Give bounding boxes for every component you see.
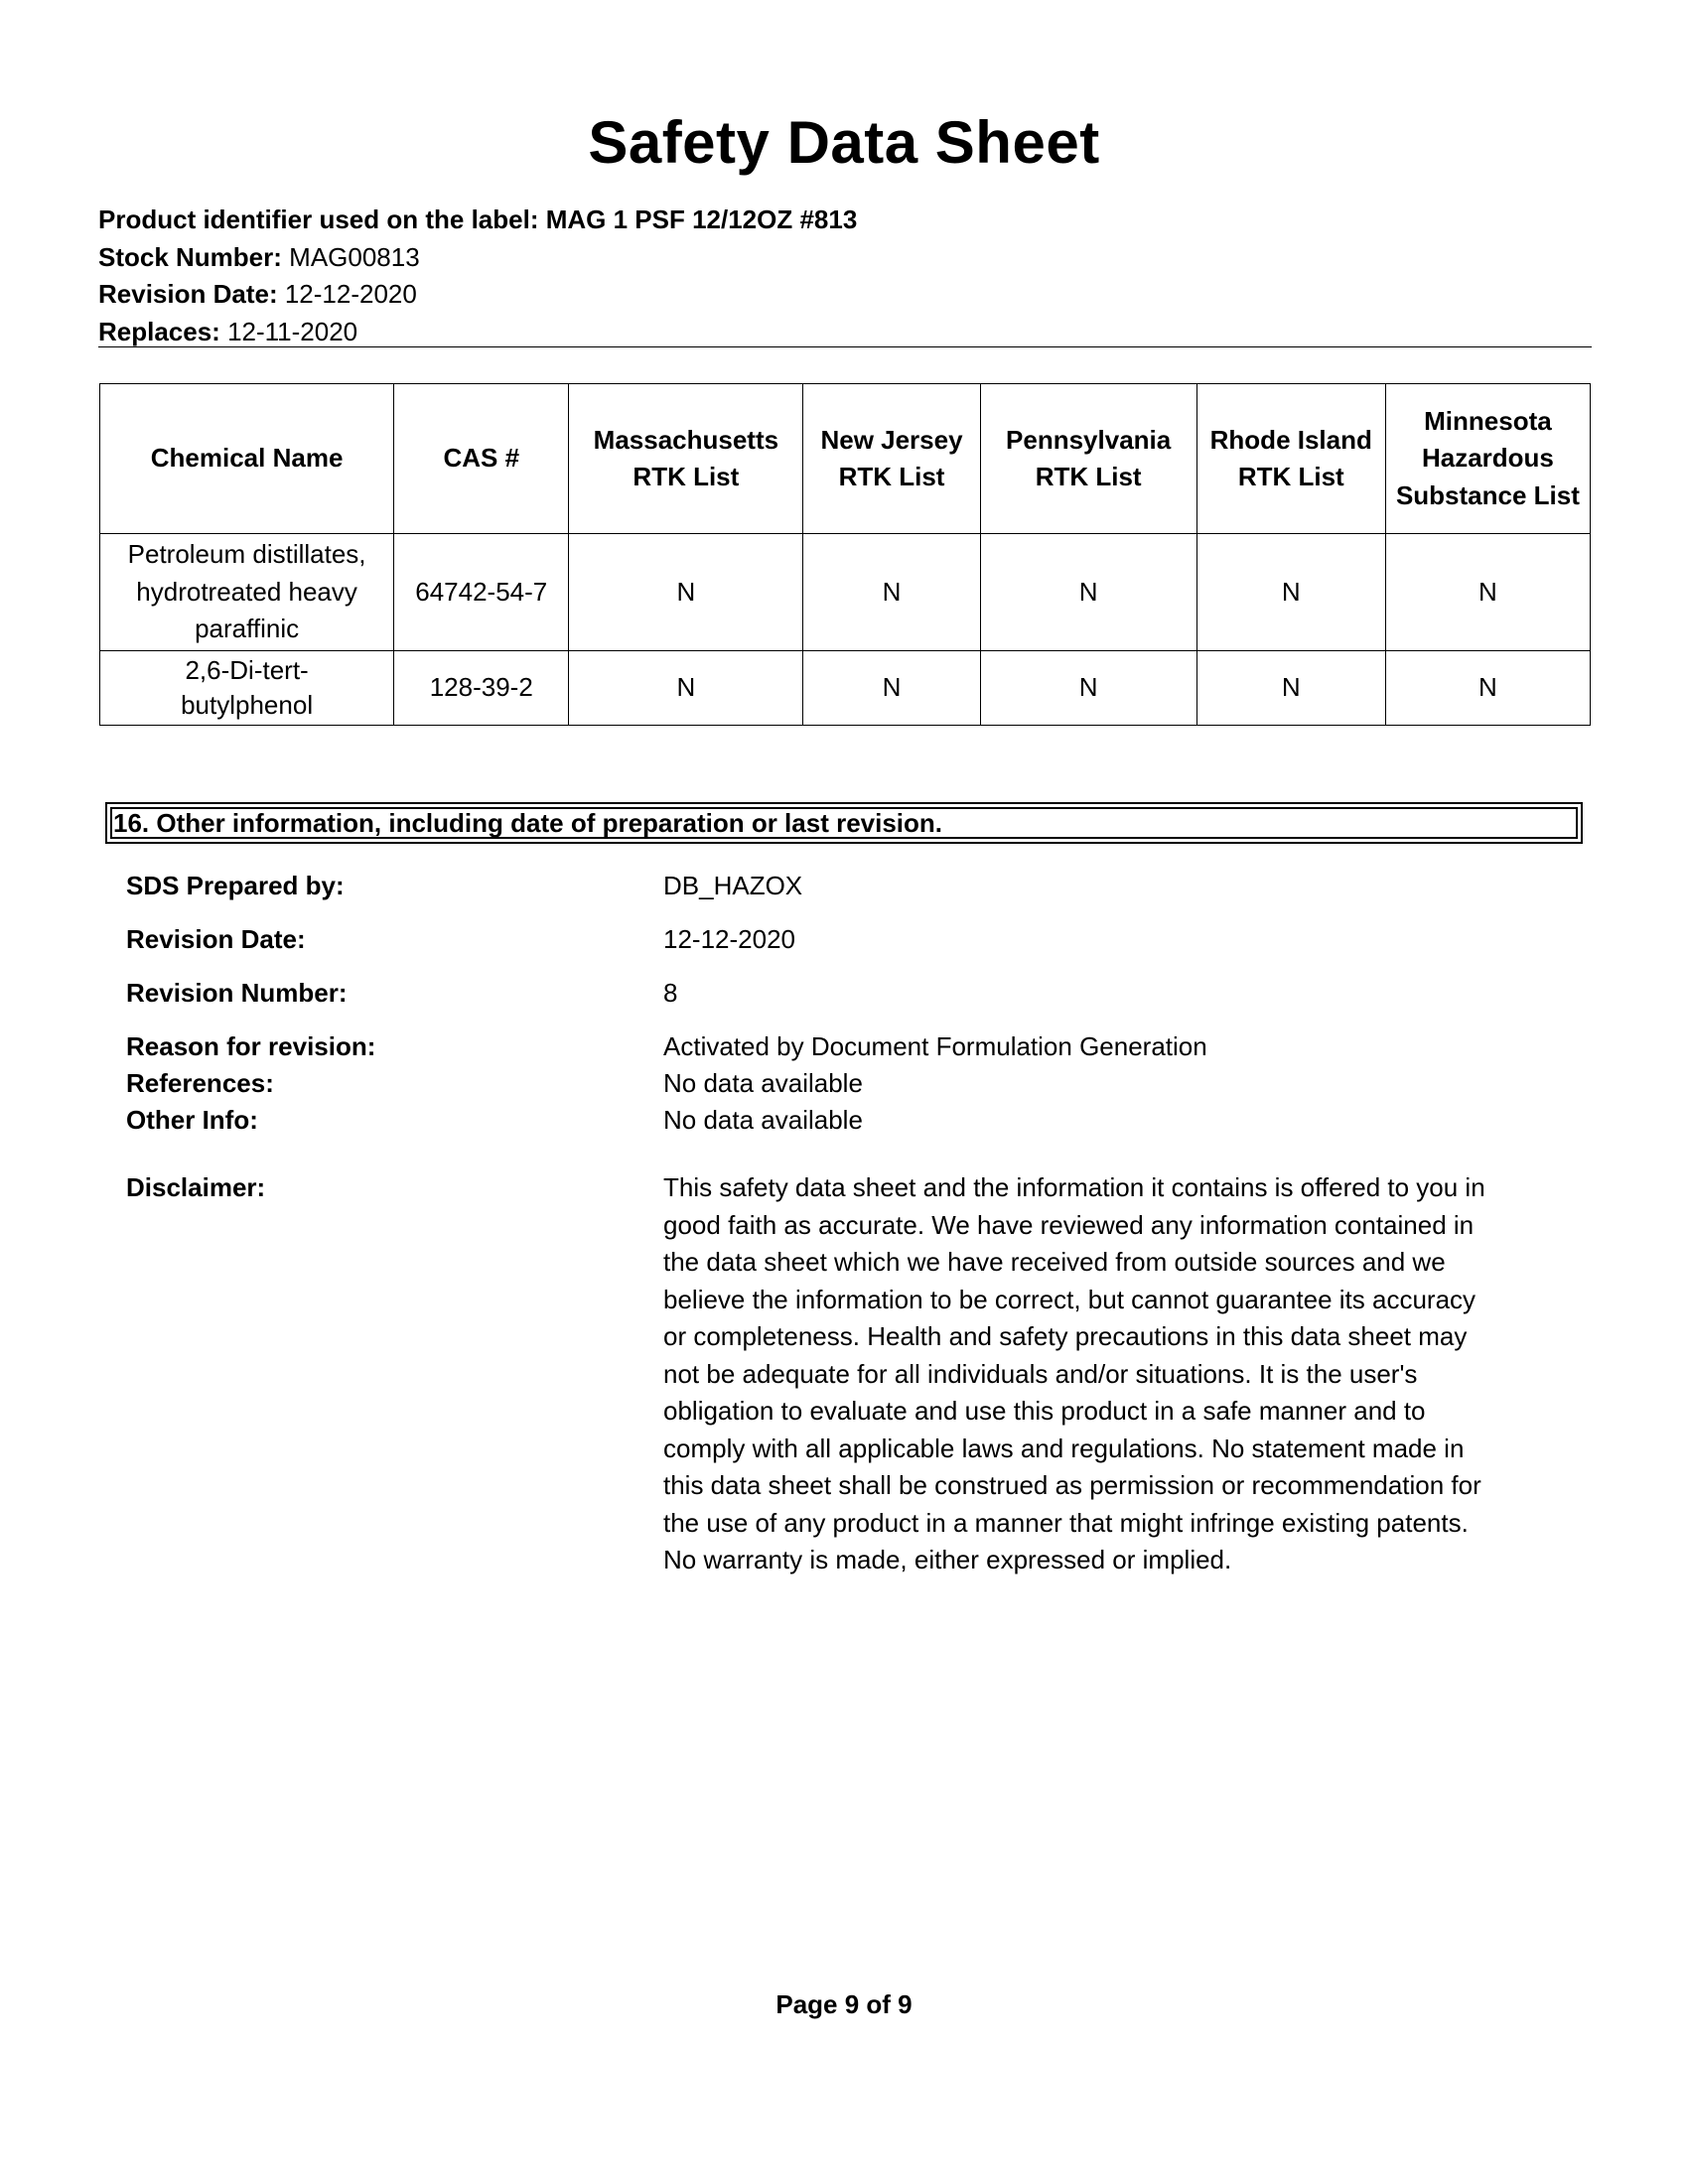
stock-number-value: MAG00813 xyxy=(289,241,420,272)
references-value: No data available xyxy=(663,1068,863,1098)
header-rhode-island: Rhode Island RTK List xyxy=(1196,384,1385,534)
disclaimer-line: this data sheet shall be construed as permission or recommendation for xyxy=(663,1470,1481,1500)
header-minnesota: Minnesota Hazardous Substance List xyxy=(1385,384,1590,534)
revision-number-value: 8 xyxy=(663,978,678,1008)
revision-date-label: Revision Date: xyxy=(98,279,278,309)
cell-chemical-name: Petroleum distillates, hydrotreated heavy paraffinic xyxy=(100,534,394,651)
sds-prepared-by-label: SDS Prepared by: xyxy=(126,871,345,900)
cell-chemical-name: 2,6-Di-tert-butylphenol xyxy=(100,650,394,725)
cell-cas: 128-39-2 xyxy=(394,650,569,725)
page-number: Page 9 of 9 xyxy=(775,1989,913,2019)
revision-number-label: Revision Number: xyxy=(126,978,348,1008)
replaces-value: 12-11-2020 xyxy=(227,316,358,346)
section-16-title: 16. Other information, including date of preparation or last revision. xyxy=(113,808,943,838)
disclaimer-label: Disclaimer: xyxy=(126,1172,266,1202)
cell-minnesota: N xyxy=(1385,650,1590,725)
stock-number-label: Stock Number: xyxy=(98,241,282,272)
revision-date-value: 12-12-2020 xyxy=(284,279,417,309)
disclaimer-text xyxy=(663,1169,1587,1579)
disclaimer-line: or completeness. Health and safety precautions in this data sheet may xyxy=(663,1321,1468,1351)
disclaimer-line: comply with all applicable laws and regulations. No statement made in xyxy=(663,1433,1465,1463)
sds-prepared-by-value: DB_HAZOX xyxy=(663,871,803,900)
header-cas: CAS # xyxy=(394,384,569,534)
disclaimer-line: good faith as accurate. We have reviewed any information contained in xyxy=(663,1209,1475,1240)
other-info-value: No data available xyxy=(663,1105,863,1135)
cell-new-jersey: N xyxy=(803,534,980,651)
cell-massachusetts: N xyxy=(569,534,803,651)
section-16-header xyxy=(105,802,1583,844)
table-row xyxy=(100,650,1591,725)
table-row xyxy=(100,534,1591,651)
cell-rhode-island: N xyxy=(1196,534,1385,651)
disclaimer-line: believe the information to be correct, but cannot guarantee its accuracy xyxy=(663,1284,1477,1314)
reason-value: Activated by Document Formulation Generation xyxy=(663,1031,1207,1061)
cell-cas: 64742-54-7 xyxy=(394,534,569,651)
revision-date-value-16: 12-12-2020 xyxy=(663,924,795,954)
cell-minnesota: N xyxy=(1385,534,1590,651)
cell-massachusetts: N xyxy=(569,650,803,725)
header-chemical-name: Chemical Name xyxy=(100,384,394,534)
cell-rhode-island: N xyxy=(1196,650,1385,725)
other-info-label: Other Info: xyxy=(126,1105,258,1135)
cell-pennsylvania: N xyxy=(980,650,1196,725)
revision-date-label-16: Revision Date: xyxy=(126,924,306,954)
header-new-jersey: New Jersey RTK List xyxy=(803,384,980,534)
header-massachusetts: Massachusetts RTK List xyxy=(569,384,803,534)
table-header-row xyxy=(100,384,1591,534)
product-identifier: Product identifier used on the label: MAG 1 PSF 12/12OZ #813 xyxy=(98,205,858,234)
disclaimer-line: No warranty is made, either expressed or implied. xyxy=(663,1545,1232,1574)
cell-pennsylvania: N xyxy=(980,534,1196,651)
disclaimer-line: obligation to evaluate and use this product in a safe manner and to xyxy=(663,1396,1426,1426)
disclaimer-line: the use of any product in a manner that might infringe existing patents. xyxy=(663,1507,1469,1538)
replaces-label: Replaces: xyxy=(98,316,220,346)
references-label: References: xyxy=(126,1068,274,1098)
disclaimer-line: the data sheet which we have received from outside sources and we xyxy=(663,1247,1446,1277)
disclaimer-line: not be adequate for all individuals and/or situations. It is the user's xyxy=(663,1358,1418,1389)
cell-new-jersey: N xyxy=(803,650,980,725)
rtk-table xyxy=(99,383,1591,726)
document-header xyxy=(98,202,857,350)
reason-label: Reason for revision: xyxy=(126,1031,376,1061)
header-pennsylvania: Pennsylvania RTK List xyxy=(980,384,1196,534)
header-divider xyxy=(98,346,1592,347)
disclaimer-line: This safety data sheet and the information it contains is offered to you in xyxy=(663,1172,1485,1202)
page-title: Safety Data Sheet xyxy=(588,109,1100,176)
